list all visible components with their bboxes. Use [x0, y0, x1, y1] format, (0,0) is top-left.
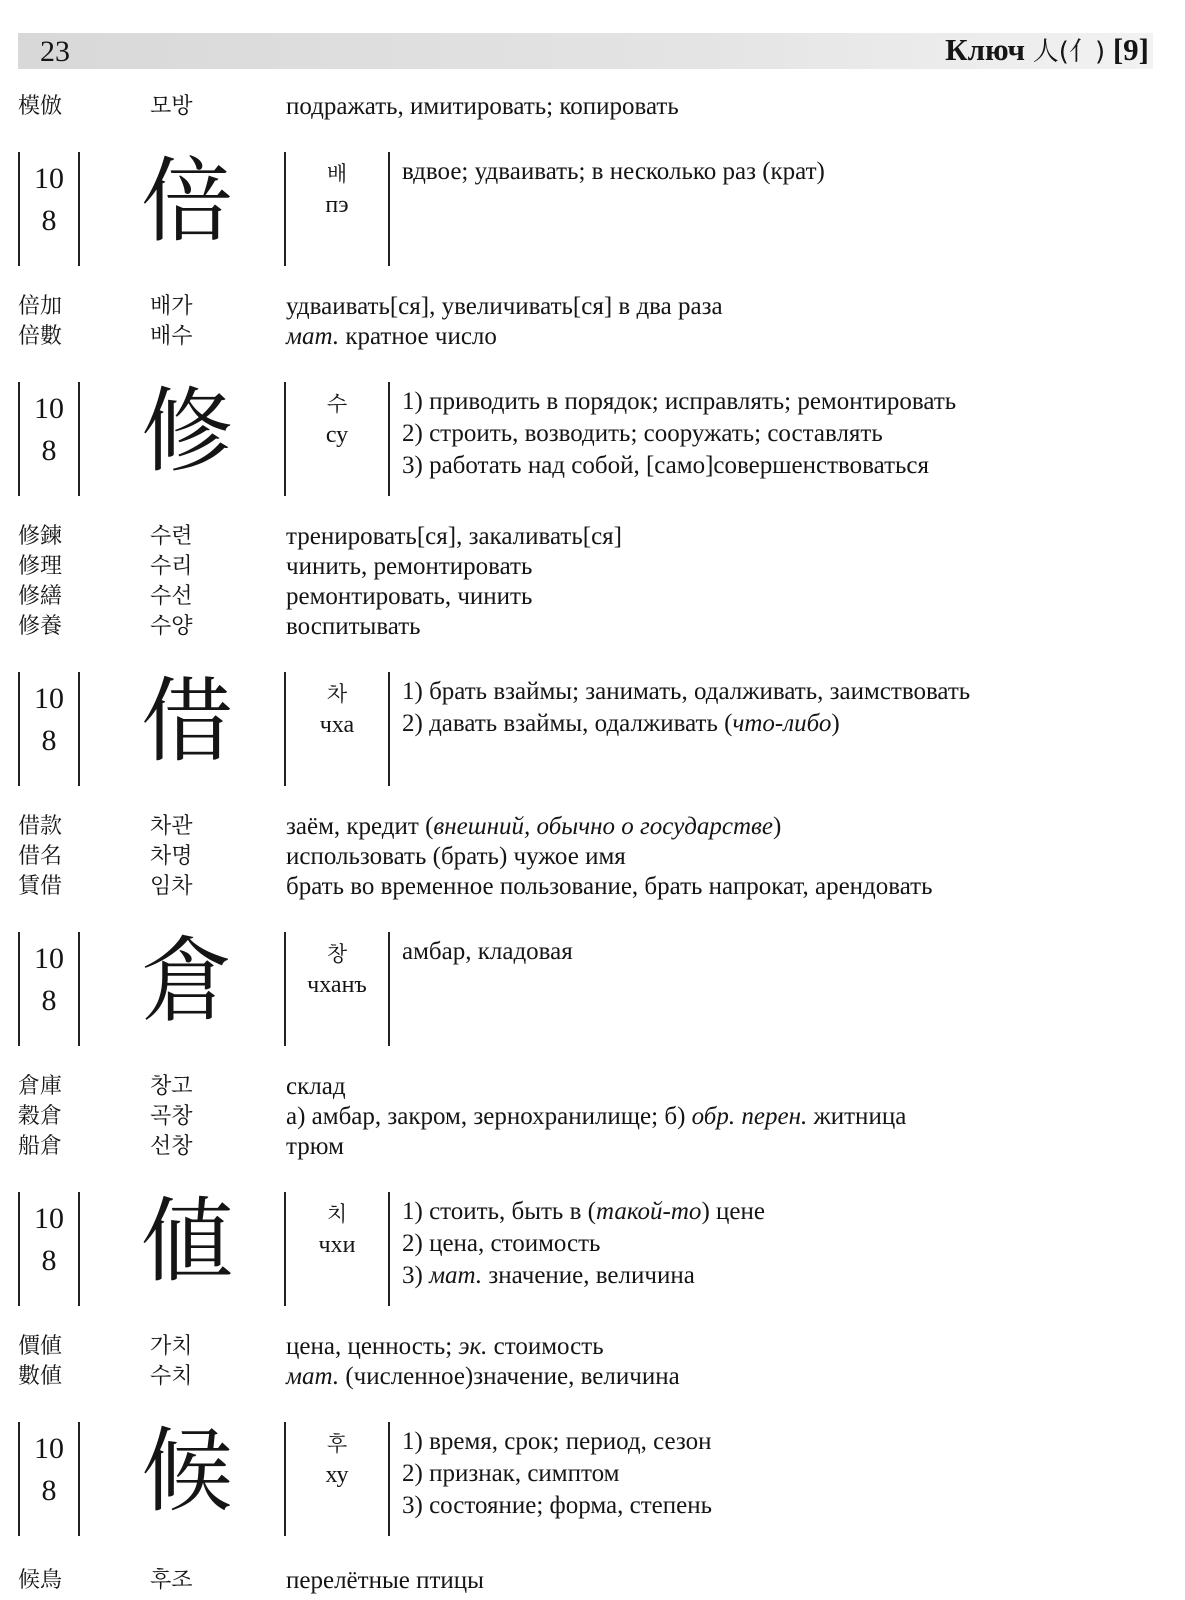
- compound-hanja: 數値: [18, 1364, 63, 1389]
- total-strokes: 10: [34, 942, 64, 975]
- headword-character: 倍: [140, 148, 233, 255]
- compound-row: [0, 552, 1185, 582]
- total-strokes: 10: [34, 392, 64, 425]
- extra-strokes: 8: [41, 1244, 57, 1277]
- reading-box: [284, 152, 390, 266]
- key-prefix: Ключ: [945, 32, 1026, 67]
- meaning-line: амбар, кладовая: [402, 938, 573, 965]
- compound-row: [0, 1332, 1185, 1362]
- total-strokes: 10: [34, 1202, 64, 1235]
- reading-box: [284, 1422, 390, 1536]
- compound-row: [0, 92, 1185, 122]
- compound-row: [0, 522, 1185, 552]
- usage-label: мат.: [286, 1363, 340, 1390]
- compound-hanja: 候鳥: [18, 1568, 63, 1593]
- usage-label: обр. перен.: [691, 1103, 808, 1130]
- reading-korean: 수: [326, 392, 348, 416]
- compound-hanja: 倍加: [18, 294, 63, 319]
- compound-definition: удваивать[ся], увеличивать[ся] в два раза: [286, 293, 723, 320]
- reading-korean: 치: [326, 1202, 348, 1226]
- compound-row: [0, 322, 1185, 352]
- compound-hanja: 船倉: [18, 1134, 63, 1159]
- stroke-count-box: [18, 1192, 80, 1306]
- compound-row: [0, 292, 1185, 322]
- meaning-tail: ) цене: [701, 1198, 765, 1225]
- reading-russian: су: [325, 422, 349, 448]
- reading-box: [284, 672, 390, 786]
- compound-row: [0, 872, 1185, 902]
- compound-definition: чинить, ремонтировать: [286, 553, 533, 580]
- compound-row: [0, 1072, 1185, 1102]
- compound-hangul: 수치: [150, 1364, 193, 1389]
- dictionary-content: [0, 92, 1185, 1596]
- stroke-count-box: [18, 382, 80, 496]
- meaning-line: 1) время, срок; период, сезон: [402, 1428, 712, 1455]
- compound-hangul: 선창: [150, 1134, 193, 1159]
- meaning-text: 2) давать взаймы, одалживать (: [402, 710, 733, 737]
- extra-strokes: 8: [41, 204, 57, 237]
- meaning-line: 2) строить, возводить; сооружать; составлять: [402, 420, 883, 447]
- meaning-line: вдвое; удваивать; в несколько раз (крат): [402, 158, 825, 185]
- character-entry: [0, 1188, 1185, 1306]
- character-entry: [0, 378, 1185, 496]
- usage-label: такой-то: [595, 1198, 702, 1225]
- compound-definition: [286, 1332, 604, 1362]
- compound-hangul: 후조: [150, 1568, 193, 1593]
- compound-row: [0, 582, 1185, 612]
- extra-strokes: 8: [41, 984, 57, 1017]
- page-number: 23: [40, 35, 70, 68]
- reading-russian: ху: [325, 1462, 349, 1488]
- meaning-line: 3) работать над собой, [само]совершенствоваться: [402, 452, 930, 479]
- meanings: [402, 936, 573, 968]
- stroke-count-box: [18, 152, 80, 266]
- definition-text: а) амбар, закром, зернохранилище; б): [286, 1103, 692, 1130]
- compound-hanja: 價値: [18, 1334, 63, 1359]
- meanings: [402, 156, 825, 188]
- meaning-line: [402, 1196, 765, 1228]
- compound-hanja: 修鍊: [18, 524, 63, 549]
- compound-definition: воспитывать: [286, 613, 421, 640]
- compound-definition: трюм: [286, 1133, 344, 1160]
- definition-tail: стоимость: [487, 1333, 604, 1360]
- meaning-line: [402, 1260, 765, 1292]
- reading-korean: 배: [326, 162, 348, 186]
- key-radical-variant: (亻): [1058, 37, 1106, 67]
- compound-definition: ремонтировать, чинить: [286, 583, 533, 610]
- compound-row: [0, 812, 1185, 842]
- compound-hangul: 수양: [150, 614, 193, 639]
- compound-hangul: 임차: [150, 874, 193, 899]
- compound-hangul: 수선: [150, 584, 193, 609]
- compound-definition: подражать, имитировать; копировать: [286, 93, 679, 120]
- compound-hanja: 穀倉: [18, 1104, 63, 1129]
- compound-definition: [286, 1362, 680, 1392]
- compound-hanja: 模倣: [18, 94, 63, 119]
- stroke-count-box: [18, 672, 80, 786]
- compound-definition: [286, 1102, 906, 1132]
- compound-hanja: 賃借: [18, 874, 63, 899]
- reading-korean: 차: [326, 682, 348, 706]
- key-strokes: [9]: [1112, 32, 1149, 67]
- reading-russian: чха: [319, 712, 355, 738]
- reading-box: [284, 1192, 390, 1306]
- headword-character: 修: [140, 378, 233, 485]
- meanings: [402, 1426, 712, 1522]
- headword-character: 値: [140, 1188, 233, 1295]
- definition-text: кратное число: [339, 323, 497, 350]
- compound-hanja: 修繕: [18, 584, 63, 609]
- compound-row: [0, 842, 1185, 872]
- reading-korean: 창: [326, 942, 348, 966]
- compound-definition: [286, 322, 497, 352]
- definition-text: цена, ценность;: [286, 1333, 459, 1360]
- meaning-line: 3) состояние; форма, степень: [402, 1492, 712, 1519]
- total-strokes: 10: [34, 162, 64, 195]
- reading-russian: чхи: [318, 1232, 356, 1258]
- compound-row: [0, 1362, 1185, 1392]
- definition-text: (численное)значение, величина: [339, 1363, 680, 1390]
- reading-box: [284, 382, 390, 496]
- compound-hangul: 곡창: [150, 1104, 193, 1129]
- headword-character: 候: [140, 1418, 233, 1525]
- compound-hangul: 차관: [150, 814, 193, 839]
- compound-definition: перелётные птицы: [286, 1567, 484, 1594]
- meaning-text: 1) стоить, быть в (: [402, 1198, 596, 1225]
- character-entry: [0, 668, 1185, 786]
- character-entry: [0, 1418, 1185, 1536]
- extra-strokes: 8: [41, 434, 57, 467]
- compound-hanja: 修理: [18, 554, 63, 579]
- definition-text: заём, кредит (: [286, 813, 434, 840]
- compound-hangul: 가치: [150, 1334, 193, 1359]
- reading-russian: чханъ: [307, 972, 367, 998]
- meaning-line: 1) приводить в порядок; исправлять; ремонтировать: [402, 388, 957, 415]
- total-strokes: 10: [34, 682, 64, 715]
- compound-hangul: 배가: [150, 294, 193, 319]
- compound-hanja: 修養: [18, 614, 63, 639]
- compound-definition: тренировать[ся], закаливать[ся]: [286, 523, 622, 550]
- compound-definition: брать во временное пользование, брать напрокат, арендовать: [286, 873, 933, 900]
- key-radical: 人: [1032, 37, 1059, 67]
- headword-character: 借: [140, 668, 233, 775]
- compound-definition: использовать (брать) чужое имя: [286, 843, 626, 870]
- meaning-tail: ): [831, 710, 840, 737]
- compound-hangul: 수련: [150, 524, 193, 549]
- compound-hangul: 차명: [150, 844, 193, 869]
- stroke-count-box: [18, 1422, 80, 1536]
- compound-row: [0, 1132, 1185, 1162]
- radical-key-label: [945, 32, 1149, 70]
- reading-russian: пэ: [325, 192, 349, 218]
- usage-label: что-либо: [732, 710, 832, 737]
- meaning-text: 3): [402, 1262, 430, 1289]
- compound-hangul: 창고: [150, 1074, 193, 1099]
- reading-korean: 후: [326, 1432, 348, 1456]
- compound-hanja: 倍數: [18, 324, 63, 349]
- compound-hanja: 借款: [18, 814, 63, 839]
- extra-strokes: 8: [41, 1474, 57, 1507]
- stroke-count-box: [18, 932, 80, 1046]
- character-entry: [0, 928, 1185, 1046]
- meanings: [402, 676, 970, 740]
- compound-hangul: 배수: [150, 324, 193, 349]
- definition-tail: житница: [807, 1103, 907, 1130]
- headword-character: 倉: [140, 928, 233, 1035]
- meanings: [402, 386, 956, 482]
- compound-hangul: 모방: [150, 94, 193, 119]
- compound-hanja: 倉庫: [18, 1074, 63, 1099]
- compound-row: [0, 1566, 1185, 1596]
- meaning-line: [402, 708, 970, 740]
- definition-tail: ): [772, 813, 782, 840]
- usage-label: эк.: [458, 1333, 488, 1360]
- compound-hangul: 수리: [150, 554, 193, 579]
- extra-strokes: 8: [41, 724, 57, 757]
- meaning-line: 2) признак, симптом: [402, 1460, 620, 1487]
- usage-label: мат.: [286, 323, 340, 350]
- reading-box: [284, 932, 390, 1046]
- compound-definition: [286, 812, 781, 842]
- compound-hanja: 借名: [18, 844, 63, 869]
- meaning-line: 2) цена, стоимость: [402, 1230, 601, 1257]
- character-entry: [0, 148, 1185, 266]
- compound-row: [0, 612, 1185, 642]
- meaning-tail: значение, величина: [482, 1262, 695, 1289]
- total-strokes: 10: [34, 1432, 64, 1465]
- usage-label: внешний, обычно о государстве: [433, 813, 773, 840]
- compound-row: [0, 1102, 1185, 1132]
- usage-label: мат.: [429, 1262, 483, 1289]
- compound-definition: склад: [286, 1073, 346, 1100]
- meaning-line: 1) брать взаймы; занимать, одалживать, заимствовать: [402, 678, 971, 705]
- meanings: [402, 1196, 765, 1292]
